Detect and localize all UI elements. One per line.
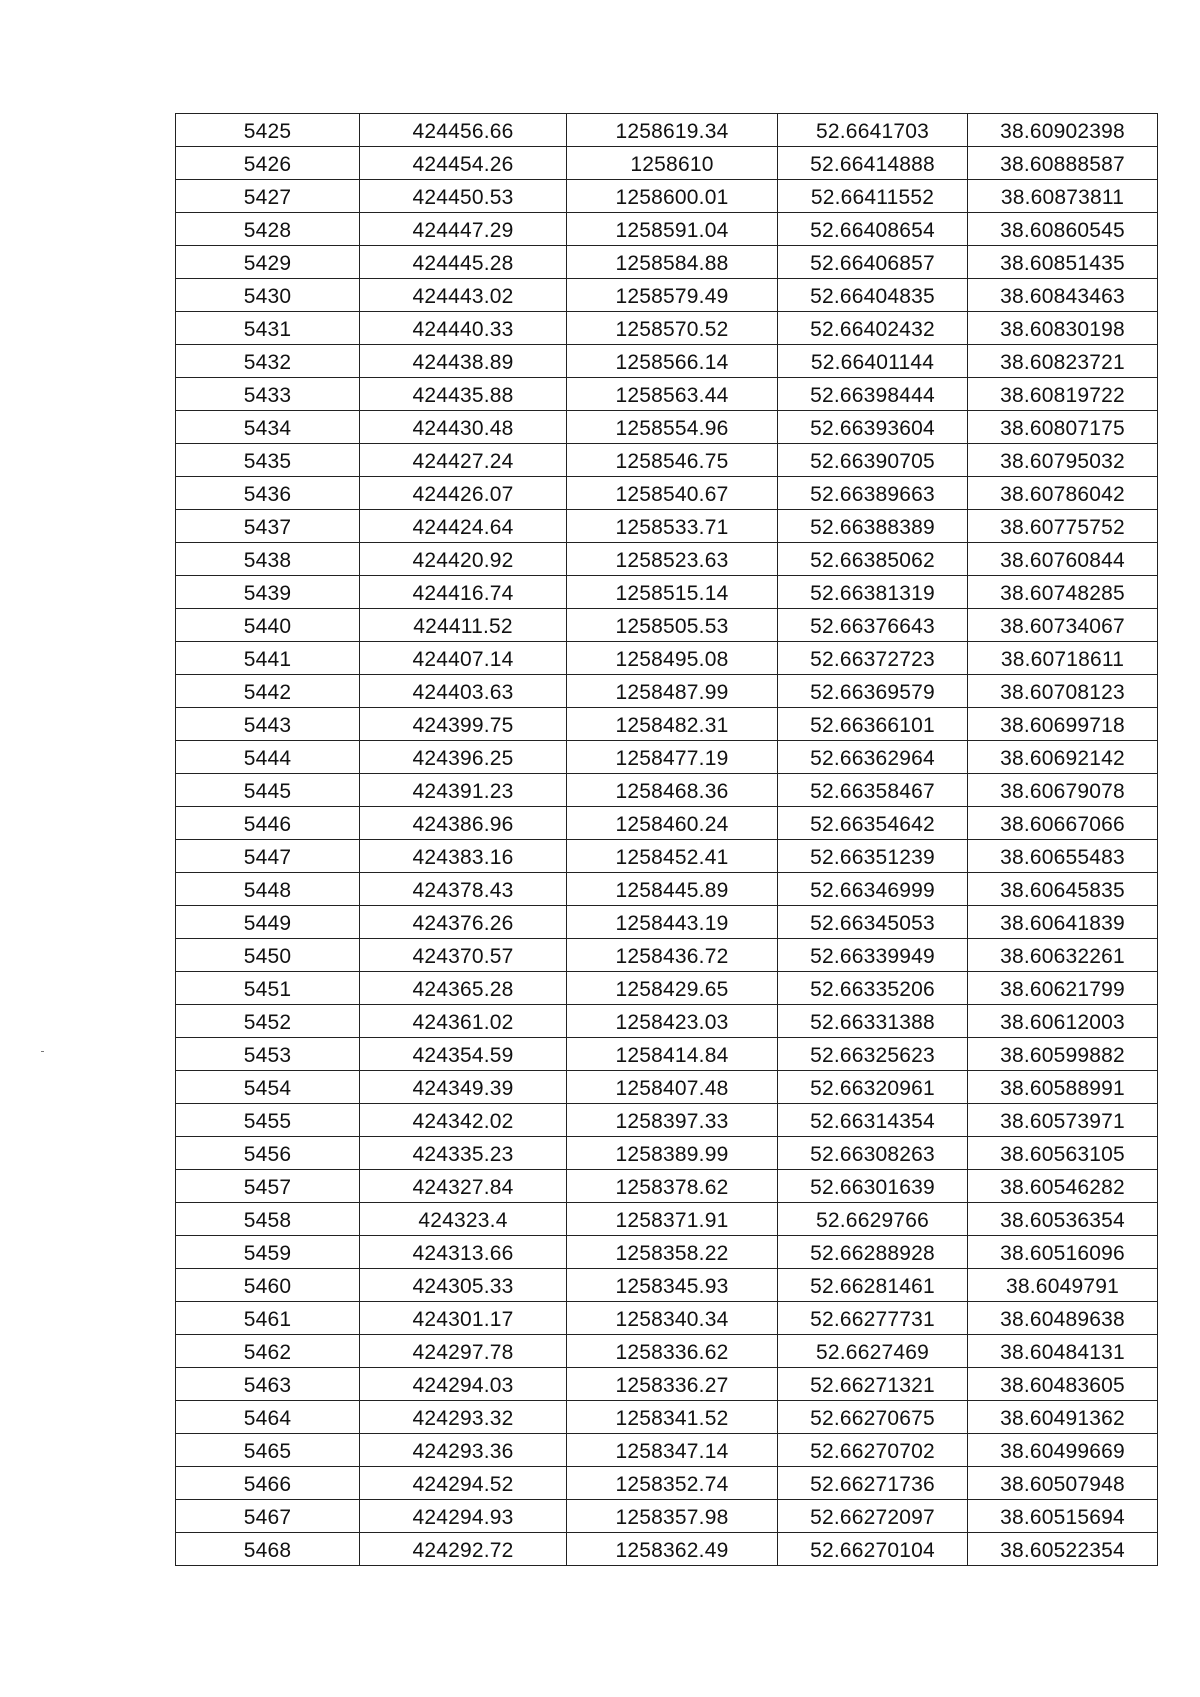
table-row [176, 708, 1158, 741]
point-id-cell: 5428 [176, 213, 360, 246]
y-coordinate-cell: 1258505.53 [567, 609, 778, 642]
x-coordinate-cell: 424407.14 [360, 642, 567, 675]
longitude-cell: 38.60563105 [968, 1137, 1158, 1170]
y-coordinate-cell: 1258554.96 [567, 411, 778, 444]
point-id-cell: 5447 [176, 840, 360, 873]
table-row [176, 444, 1158, 477]
latitude-cell: 52.66372723 [778, 642, 968, 675]
y-coordinate-cell: 1258436.72 [567, 939, 778, 972]
latitude-cell: 52.66388389 [778, 510, 968, 543]
latitude-cell: 52.66351239 [778, 840, 968, 873]
latitude-cell: 52.66398444 [778, 378, 968, 411]
x-coordinate-cell: 424447.29 [360, 213, 567, 246]
x-coordinate-cell: 424450.53 [360, 180, 567, 213]
table-row [176, 213, 1158, 246]
y-coordinate-cell: 1258591.04 [567, 213, 778, 246]
y-coordinate-cell: 1258460.24 [567, 807, 778, 840]
table-row [176, 1038, 1158, 1071]
longitude-cell: 38.60536354 [968, 1203, 1158, 1236]
y-coordinate-cell: 1258487.99 [567, 675, 778, 708]
latitude-cell: 52.6641703 [778, 114, 968, 147]
longitude-cell: 38.60573971 [968, 1104, 1158, 1137]
latitude-cell: 52.66270702 [778, 1434, 968, 1467]
longitude-cell: 38.60760844 [968, 543, 1158, 576]
point-id-cell: 5452 [176, 1005, 360, 1038]
longitude-cell: 38.60507948 [968, 1467, 1158, 1500]
x-coordinate-cell: 424456.66 [360, 114, 567, 147]
x-coordinate-cell: 424435.88 [360, 378, 567, 411]
table-row [176, 972, 1158, 1005]
point-id-cell: 5455 [176, 1104, 360, 1137]
longitude-cell: 38.60489638 [968, 1302, 1158, 1335]
y-coordinate-cell: 1258610 [567, 147, 778, 180]
point-id-cell: 5465 [176, 1434, 360, 1467]
y-coordinate-cell: 1258477.19 [567, 741, 778, 774]
y-coordinate-cell: 1258546.75 [567, 444, 778, 477]
longitude-cell: 38.60795032 [968, 444, 1158, 477]
table-row [176, 312, 1158, 345]
point-id-cell: 5427 [176, 180, 360, 213]
y-coordinate-cell: 1258600.01 [567, 180, 778, 213]
x-coordinate-cell: 424327.84 [360, 1170, 567, 1203]
table-row [176, 642, 1158, 675]
point-id-cell: 5433 [176, 378, 360, 411]
point-id-cell: 5439 [176, 576, 360, 609]
y-coordinate-cell: 1258468.36 [567, 774, 778, 807]
coordinates-table [175, 113, 1158, 1566]
latitude-cell: 52.66335206 [778, 972, 968, 1005]
x-coordinate-cell: 424297.78 [360, 1335, 567, 1368]
table-row [176, 378, 1158, 411]
longitude-cell: 38.6049791 [968, 1269, 1158, 1302]
point-id-cell: 5431 [176, 312, 360, 345]
point-id-cell: 5426 [176, 147, 360, 180]
point-id-cell: 5444 [176, 741, 360, 774]
x-coordinate-cell: 424427.24 [360, 444, 567, 477]
y-coordinate-cell: 1258619.34 [567, 114, 778, 147]
latitude-cell: 52.66339949 [778, 939, 968, 972]
point-id-cell: 5454 [176, 1071, 360, 1104]
latitude-cell: 52.66362964 [778, 741, 968, 774]
longitude-cell: 38.60902398 [968, 114, 1158, 147]
longitude-cell: 38.60588991 [968, 1071, 1158, 1104]
x-coordinate-cell: 424293.36 [360, 1434, 567, 1467]
point-id-cell: 5449 [176, 906, 360, 939]
longitude-cell: 38.60641839 [968, 906, 1158, 939]
longitude-cell: 38.60484131 [968, 1335, 1158, 1368]
longitude-cell: 38.60851435 [968, 246, 1158, 279]
scan-mark [41, 1051, 44, 1052]
y-coordinate-cell: 1258341.52 [567, 1401, 778, 1434]
latitude-cell: 52.66390705 [778, 444, 968, 477]
point-id-cell: 5453 [176, 1038, 360, 1071]
y-coordinate-cell: 1258533.71 [567, 510, 778, 543]
point-id-cell: 5440 [176, 609, 360, 642]
x-coordinate-cell: 424420.92 [360, 543, 567, 576]
point-id-cell: 5445 [176, 774, 360, 807]
longitude-cell: 38.60599882 [968, 1038, 1158, 1071]
latitude-cell: 52.66393604 [778, 411, 968, 444]
longitude-cell: 38.60692142 [968, 741, 1158, 774]
latitude-cell: 52.66389663 [778, 477, 968, 510]
table-row [176, 510, 1158, 543]
point-id-cell: 5457 [176, 1170, 360, 1203]
longitude-cell: 38.60830198 [968, 312, 1158, 345]
y-coordinate-cell: 1258584.88 [567, 246, 778, 279]
latitude-cell: 52.66404835 [778, 279, 968, 312]
y-coordinate-cell: 1258540.67 [567, 477, 778, 510]
y-coordinate-cell: 1258357.98 [567, 1500, 778, 1533]
table-row [176, 411, 1158, 444]
point-id-cell: 5464 [176, 1401, 360, 1434]
table-row [176, 1005, 1158, 1038]
latitude-cell: 52.66272097 [778, 1500, 968, 1533]
table-row [176, 1170, 1158, 1203]
latitude-cell: 52.66308263 [778, 1137, 968, 1170]
x-coordinate-cell: 424323.4 [360, 1203, 567, 1236]
x-coordinate-cell: 424294.93 [360, 1500, 567, 1533]
x-coordinate-cell: 424416.74 [360, 576, 567, 609]
y-coordinate-cell: 1258371.91 [567, 1203, 778, 1236]
longitude-cell: 38.60718611 [968, 642, 1158, 675]
table-row [176, 609, 1158, 642]
x-coordinate-cell: 424386.96 [360, 807, 567, 840]
point-id-cell: 5436 [176, 477, 360, 510]
table-row [176, 741, 1158, 774]
point-id-cell: 5441 [176, 642, 360, 675]
longitude-cell: 38.60819722 [968, 378, 1158, 411]
longitude-cell: 38.60655483 [968, 840, 1158, 873]
point-id-cell: 5451 [176, 972, 360, 1005]
latitude-cell: 52.66281461 [778, 1269, 968, 1302]
y-coordinate-cell: 1258445.89 [567, 873, 778, 906]
table-row [176, 1104, 1158, 1137]
x-coordinate-cell: 424370.57 [360, 939, 567, 972]
y-coordinate-cell: 1258336.27 [567, 1368, 778, 1401]
latitude-cell: 52.66358467 [778, 774, 968, 807]
longitude-cell: 38.60775752 [968, 510, 1158, 543]
table-body [176, 114, 1158, 1566]
table-row [176, 114, 1158, 147]
table-row [176, 1500, 1158, 1533]
y-coordinate-cell: 1258397.33 [567, 1104, 778, 1137]
point-id-cell: 5450 [176, 939, 360, 972]
y-coordinate-cell: 1258414.84 [567, 1038, 778, 1071]
x-coordinate-cell: 424391.23 [360, 774, 567, 807]
x-coordinate-cell: 424342.02 [360, 1104, 567, 1137]
x-coordinate-cell: 424430.48 [360, 411, 567, 444]
latitude-cell: 52.66271321 [778, 1368, 968, 1401]
latitude-cell: 52.66270675 [778, 1401, 968, 1434]
y-coordinate-cell: 1258336.62 [567, 1335, 778, 1368]
latitude-cell: 52.66401144 [778, 345, 968, 378]
table-row [176, 873, 1158, 906]
point-id-cell: 5446 [176, 807, 360, 840]
latitude-cell: 52.66270104 [778, 1533, 968, 1566]
longitude-cell: 38.60621799 [968, 972, 1158, 1005]
x-coordinate-cell: 424440.33 [360, 312, 567, 345]
y-coordinate-cell: 1258429.65 [567, 972, 778, 1005]
y-coordinate-cell: 1258389.99 [567, 1137, 778, 1170]
x-coordinate-cell: 424294.52 [360, 1467, 567, 1500]
latitude-cell: 52.66331388 [778, 1005, 968, 1038]
table-row [176, 1368, 1158, 1401]
x-coordinate-cell: 424399.75 [360, 708, 567, 741]
longitude-cell: 38.60546282 [968, 1170, 1158, 1203]
x-coordinate-cell: 424349.39 [360, 1071, 567, 1104]
point-id-cell: 5442 [176, 675, 360, 708]
table-row [176, 576, 1158, 609]
table-row [176, 1533, 1158, 1566]
x-coordinate-cell: 424445.28 [360, 246, 567, 279]
y-coordinate-cell: 1258358.22 [567, 1236, 778, 1269]
x-coordinate-cell: 424378.43 [360, 873, 567, 906]
longitude-cell: 38.60860545 [968, 213, 1158, 246]
longitude-cell: 38.60515694 [968, 1500, 1158, 1533]
point-id-cell: 5468 [176, 1533, 360, 1566]
y-coordinate-cell: 1258443.19 [567, 906, 778, 939]
longitude-cell: 38.60645835 [968, 873, 1158, 906]
longitude-cell: 38.60807175 [968, 411, 1158, 444]
table-row [176, 180, 1158, 213]
latitude-cell: 52.66354642 [778, 807, 968, 840]
point-id-cell: 5463 [176, 1368, 360, 1401]
latitude-cell: 52.66325623 [778, 1038, 968, 1071]
x-coordinate-cell: 424305.33 [360, 1269, 567, 1302]
x-coordinate-cell: 424354.59 [360, 1038, 567, 1071]
longitude-cell: 38.60491362 [968, 1401, 1158, 1434]
y-coordinate-cell: 1258352.74 [567, 1467, 778, 1500]
longitude-cell: 38.60699718 [968, 708, 1158, 741]
latitude-cell: 52.66385062 [778, 543, 968, 576]
longitude-cell: 38.60823721 [968, 345, 1158, 378]
table-row [176, 1137, 1158, 1170]
longitude-cell: 38.60612003 [968, 1005, 1158, 1038]
x-coordinate-cell: 424292.72 [360, 1533, 567, 1566]
longitude-cell: 38.60632261 [968, 939, 1158, 972]
latitude-cell: 52.66320961 [778, 1071, 968, 1104]
table-row [176, 1302, 1158, 1335]
table-row [176, 1269, 1158, 1302]
y-coordinate-cell: 1258563.44 [567, 378, 778, 411]
point-id-cell: 5432 [176, 345, 360, 378]
table-row [176, 774, 1158, 807]
longitude-cell: 38.60522354 [968, 1533, 1158, 1566]
x-coordinate-cell: 424361.02 [360, 1005, 567, 1038]
longitude-cell: 38.60499669 [968, 1434, 1158, 1467]
longitude-cell: 38.60748285 [968, 576, 1158, 609]
x-coordinate-cell: 424411.52 [360, 609, 567, 642]
point-id-cell: 5430 [176, 279, 360, 312]
x-coordinate-cell: 424438.89 [360, 345, 567, 378]
y-coordinate-cell: 1258423.03 [567, 1005, 778, 1038]
point-id-cell: 5458 [176, 1203, 360, 1236]
point-id-cell: 5456 [176, 1137, 360, 1170]
x-coordinate-cell: 424443.02 [360, 279, 567, 312]
latitude-cell: 52.66288928 [778, 1236, 968, 1269]
y-coordinate-cell: 1258340.34 [567, 1302, 778, 1335]
latitude-cell: 52.66414888 [778, 147, 968, 180]
y-coordinate-cell: 1258570.52 [567, 312, 778, 345]
x-coordinate-cell: 424383.16 [360, 840, 567, 873]
latitude-cell: 52.66346999 [778, 873, 968, 906]
x-coordinate-cell: 424335.23 [360, 1137, 567, 1170]
latitude-cell: 52.66406857 [778, 246, 968, 279]
point-id-cell: 5448 [176, 873, 360, 906]
point-id-cell: 5462 [176, 1335, 360, 1368]
point-id-cell: 5460 [176, 1269, 360, 1302]
latitude-cell: 52.66408654 [778, 213, 968, 246]
longitude-cell: 38.60786042 [968, 477, 1158, 510]
longitude-cell: 38.60708123 [968, 675, 1158, 708]
point-id-cell: 5437 [176, 510, 360, 543]
latitude-cell: 52.66366101 [778, 708, 968, 741]
table-row [176, 1434, 1158, 1467]
longitude-cell: 38.60734067 [968, 609, 1158, 642]
x-coordinate-cell: 424424.64 [360, 510, 567, 543]
y-coordinate-cell: 1258452.41 [567, 840, 778, 873]
point-id-cell: 5435 [176, 444, 360, 477]
table-row [176, 246, 1158, 279]
y-coordinate-cell: 1258407.48 [567, 1071, 778, 1104]
point-id-cell: 5438 [176, 543, 360, 576]
latitude-cell: 52.66345053 [778, 906, 968, 939]
latitude-cell: 52.66381319 [778, 576, 968, 609]
table-row [176, 939, 1158, 972]
table-row [176, 345, 1158, 378]
point-id-cell: 5467 [176, 1500, 360, 1533]
point-id-cell: 5459 [176, 1236, 360, 1269]
longitude-cell: 38.60873811 [968, 180, 1158, 213]
table-row [176, 147, 1158, 180]
x-coordinate-cell: 424426.07 [360, 477, 567, 510]
table-row [176, 1467, 1158, 1500]
latitude-cell: 52.66301639 [778, 1170, 968, 1203]
y-coordinate-cell: 1258579.49 [567, 279, 778, 312]
latitude-cell: 52.66314354 [778, 1104, 968, 1137]
x-coordinate-cell: 424365.28 [360, 972, 567, 1005]
table-row [176, 1236, 1158, 1269]
y-coordinate-cell: 1258523.63 [567, 543, 778, 576]
point-id-cell: 5466 [176, 1467, 360, 1500]
x-coordinate-cell: 424403.63 [360, 675, 567, 708]
y-coordinate-cell: 1258347.14 [567, 1434, 778, 1467]
x-coordinate-cell: 424454.26 [360, 147, 567, 180]
point-id-cell: 5434 [176, 411, 360, 444]
x-coordinate-cell: 424396.25 [360, 741, 567, 774]
y-coordinate-cell: 1258495.08 [567, 642, 778, 675]
table-row [176, 807, 1158, 840]
table-row [176, 1071, 1158, 1104]
table-row [176, 477, 1158, 510]
y-coordinate-cell: 1258378.62 [567, 1170, 778, 1203]
point-id-cell: 5461 [176, 1302, 360, 1335]
latitude-cell: 52.66402432 [778, 312, 968, 345]
longitude-cell: 38.60483605 [968, 1368, 1158, 1401]
table-row [176, 840, 1158, 873]
table-row [176, 1401, 1158, 1434]
y-coordinate-cell: 1258566.14 [567, 345, 778, 378]
longitude-cell: 38.60843463 [968, 279, 1158, 312]
table-row [176, 279, 1158, 312]
table-row [176, 906, 1158, 939]
y-coordinate-cell: 1258362.49 [567, 1533, 778, 1566]
longitude-cell: 38.60888587 [968, 147, 1158, 180]
x-coordinate-cell: 424376.26 [360, 906, 567, 939]
latitude-cell: 52.66271736 [778, 1467, 968, 1500]
y-coordinate-cell: 1258515.14 [567, 576, 778, 609]
latitude-cell: 52.6627469 [778, 1335, 968, 1368]
point-id-cell: 5429 [176, 246, 360, 279]
latitude-cell: 52.66277731 [778, 1302, 968, 1335]
table-row [176, 1203, 1158, 1236]
x-coordinate-cell: 424301.17 [360, 1302, 567, 1335]
point-id-cell: 5425 [176, 114, 360, 147]
table-row [176, 543, 1158, 576]
y-coordinate-cell: 1258345.93 [567, 1269, 778, 1302]
x-coordinate-cell: 424293.32 [360, 1401, 567, 1434]
latitude-cell: 52.66411552 [778, 180, 968, 213]
longitude-cell: 38.60667066 [968, 807, 1158, 840]
table-row [176, 675, 1158, 708]
point-id-cell: 5443 [176, 708, 360, 741]
latitude-cell: 52.66376643 [778, 609, 968, 642]
x-coordinate-cell: 424294.03 [360, 1368, 567, 1401]
latitude-cell: 52.6629766 [778, 1203, 968, 1236]
longitude-cell: 38.60516096 [968, 1236, 1158, 1269]
y-coordinate-cell: 1258482.31 [567, 708, 778, 741]
latitude-cell: 52.66369579 [778, 675, 968, 708]
x-coordinate-cell: 424313.66 [360, 1236, 567, 1269]
longitude-cell: 38.60679078 [968, 774, 1158, 807]
table-row [176, 1335, 1158, 1368]
